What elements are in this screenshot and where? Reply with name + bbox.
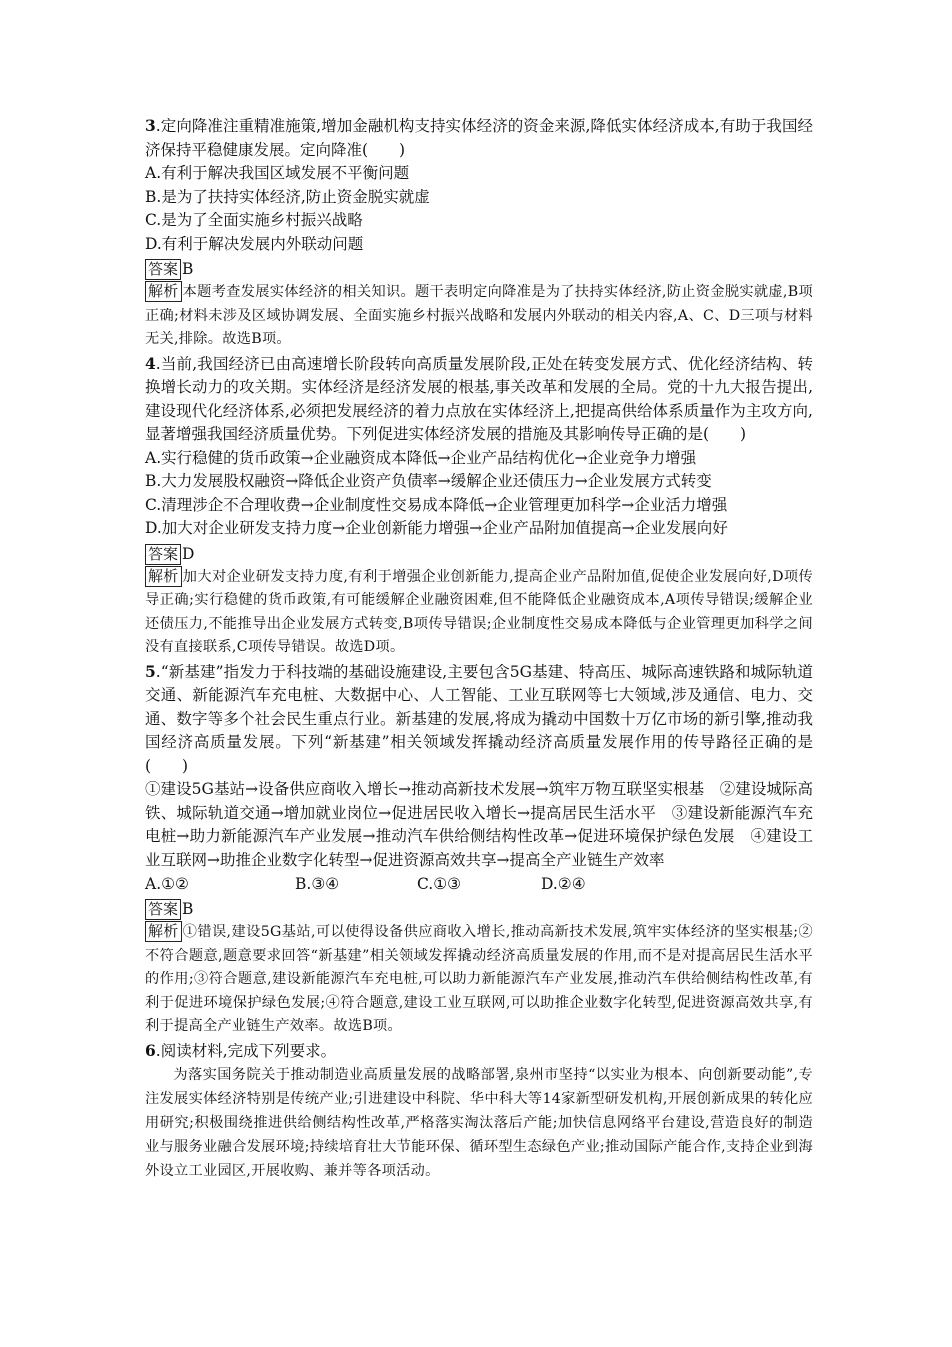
analysis-line [145, 921, 813, 1039]
answer-value: D [182, 544, 195, 563]
option-d: D.有利于解决发展内外联动问题 [145, 234, 364, 253]
answer-tag: 答案 [145, 259, 181, 280]
question-6-stem [145, 1039, 813, 1064]
option-a: A.①② [145, 875, 189, 893]
option-b: B.③④ [295, 875, 340, 893]
question-number: 6 [145, 1040, 156, 1060]
option-a: A.有利于解决我国区域发展不平衡问题 [145, 164, 410, 182]
question-text: .定向降准注重精准施策,增加金融机构支持实体经济的资金来源,降低实体经济成本,有助于我国经济保持平稳健康发展。定向降准( ) [145, 117, 813, 159]
question-4 [145, 352, 813, 660]
question-text: .阅读材料,完成下列要求。 [155, 1041, 337, 1060]
answer-value: B [182, 260, 194, 278]
answer-line [145, 257, 813, 281]
question-3-stem [145, 114, 813, 162]
option-c: C.清理涉企不合理收费→企业制度性交易成本降低→企业管理更加科学→企业活力增强 [145, 495, 728, 514]
question-number: 4 [145, 353, 156, 373]
analysis-text: ①错误,建设5G基站,可以使得设备供应商收入增长,推动高新技术发展,筑牢实体经济的坚实根基;②不符合题意,题意要求回答“新基建”相关领域发挥撬动经济高质量发展的作用,而不是对提高居民生活水平的作用;③符合题意,建设新能源汽车充电桩,可以助力新能源汽车产业发展,推动汽车供给侧结构性改革,有利于促进环境保护绿色发展;④符合题意,建设工业互联网,可以助推企业数字化转型,促进资源高效共享,有利于提高全产业链生产效率。故选B项。 [145, 924, 813, 1034]
analysis-line [145, 281, 813, 352]
option-c: C.①③ [417, 875, 462, 893]
option-d: D.②④ [541, 875, 586, 893]
question-3 [145, 114, 813, 352]
question-4-stem [145, 352, 813, 447]
question-number: 3 [145, 116, 156, 135]
question-text: .“新基建”指发力于科技端的基础设施建设,主要包含5G基建、特高压、城际高速铁路和城际轨道交通、新能源汽车充电桩、大数据中心、人工智能、工业互联网等七大领域,涉及通信、电力、交通、数字等多个社会民生重点行业。新基建的发展,将成为撬动中国数十万亿市场的新引擎,推动我国经济高质量发展。下列“新基建”相关领域发挥撬动经济高质量发展作用的传导路径正确的是( ) [145, 662, 813, 775]
question-text: .当前,我国经济已由高速增长阶段转向高质量发展阶段,正处在转变发展方式、优化经济结构、转换增长动力的攻关期。实体经济是经济发展的根基,事关改革和发展的全局。党的十九大报告提出,建设现代化经济体系,必须把发展经济的着力点放在实体经济上,把提高供给体系质量作为主攻方向,显著增强我国经济质量优势。下列促进实体经济发展的措施及其影响传导正确的是( ) [145, 354, 813, 443]
option-a: A.实行稳健的货币政策→企业融资成本降低→企业产品结构优化→企业竞争力增强 [145, 448, 697, 467]
analysis-tag: 解析 [145, 281, 182, 302]
question-5-stem [145, 660, 813, 779]
answer-line [145, 897, 813, 921]
analysis-text: 本题考查发展实体经济的相关知识。题干表明定向降准是为了扶持实体经济,防止资金脱实就虚,B项正确;材料未涉及区域协调发展、全面实施乡村振兴战略和发展内外联动的相关内容,A、C、D三项与材料无关,排除。故选B项。 [145, 284, 813, 347]
answer-value: B [182, 900, 194, 918]
question-6 [145, 1039, 813, 1184]
document-page [145, 114, 813, 1183]
answer-tag: 答案 [145, 544, 181, 565]
analysis-tag: 解析 [145, 921, 182, 942]
answer-tag: 答案 [145, 899, 181, 920]
analysis-tag: 解析 [145, 566, 182, 587]
options-row [145, 872, 813, 896]
analysis-text: 加大对企业研发支持力度,有利于增强企业创新能力,提高企业产品附加值,促使企业发展向好,D项传导正确;实行稳健的货币政策,有可能缓解企业融资困难,但不能降低企业融资成本,A项传导错误;缓解企业还债压力,不能推导出企业发展方式转变,B项传导错误;企业制度性交易成本降低与企业管理更加科学之间没有直接联系,C项传导错误。故选D项。 [145, 568, 813, 655]
question-5-items: ①建设5G基站→设备供应商收入增长→推动高新技术发展→筑牢万物互联坚实根基 ②建设城际高铁、城际轨道交通→增加就业岗位→促进居民收入增长→提高居民生活水平 ③建设新能源汽车充电桩→助力新能源汽车产业发展→推动汽车供给侧结构性改革→促进环境保护绿色发展 ④建设工业互联网→助推企业数字化转型→促进资源高效共享→提高全产业链生产效率 [145, 780, 813, 869]
option-b: B.大力发展股权融资→降低企业资产负债率→缓解企业还债压力→企业发展方式转变 [145, 472, 712, 490]
analysis-line [145, 566, 813, 660]
reading-material: 为落实国务院关于推动制造业高质量发展的战略部署,泉州市坚持“以实业为根本、向创新要动能”,专注发展实体经济特别是传统产业;引进建设中科院、华中科大等14家新型研发机构,开展创新成果的转化应用研究;积极围绕推进供给侧结构性改革,严格落实淘汰落后产能;加快信息网络平台建设,营造良好的制造业与服务业融合发展环境;持续培育壮大节能环保、循环型生态绿色产业;推动国际产能合作,支持企业到海外设立工业园区,开展收购、兼并等各项活动。 [145, 1067, 813, 1179]
question-number: 5 [145, 661, 156, 681]
answer-line [145, 542, 813, 566]
option-c: C.是为了全面实施乡村振兴战略 [145, 211, 363, 229]
option-d: D.加大对企业研发支持力度→企业创新能力增强→企业产品附加值提高→企业发展向好 [145, 519, 728, 537]
option-b: B.是为了扶持实体经济,防止资金脱实就虚 [145, 187, 430, 206]
question-5 [145, 660, 813, 1039]
